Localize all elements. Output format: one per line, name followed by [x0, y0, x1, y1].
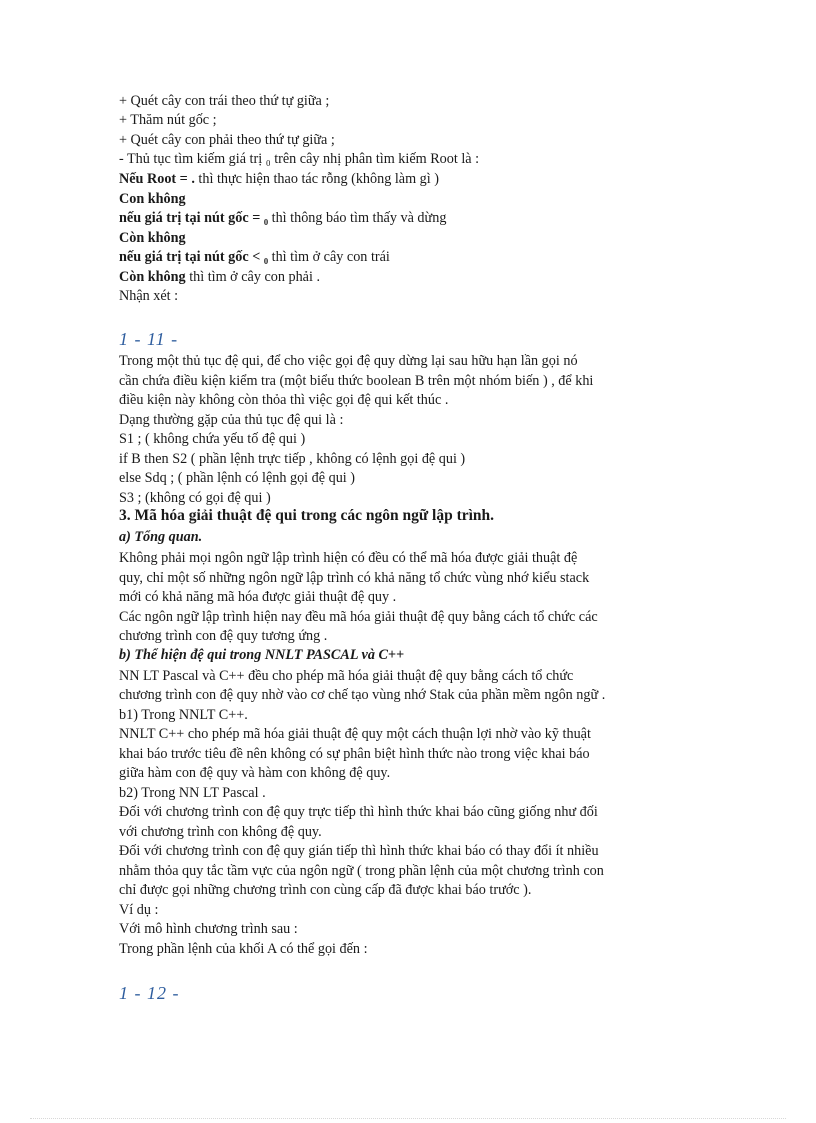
text-line: nhằm thỏa quy tắc tầm vực của ngôn ngữ ( trong phần lệnh của một chương trình con — [119, 863, 604, 879]
text-span: thì thực hiện thao tác rỗng (không làm gì ) — [194, 171, 439, 187]
page-bottom-divider — [30, 1118, 786, 1119]
text-line: - Thủ tục tìm kiếm giá trị ₀ trên cây nhị phân tìm kiếm Root là : — [119, 151, 480, 167]
page-number: 1 - 11 - — [119, 329, 179, 349]
text-line: mới có khả năng mã hóa được giải thuật đệ quy . — [119, 589, 397, 605]
text-line — [119, 170, 439, 190]
bold-text: nếu giá trị tại nút gốc = ₀ — [119, 210, 269, 226]
text-line — [119, 190, 186, 210]
text-line — [119, 268, 320, 288]
bold-text: Nếu Root = . — [119, 171, 195, 187]
text-line: NN LT Pascal và C++ đều cho phép mã hóa giải thuật đệ quy bằng cách tổ chức — [119, 668, 574, 684]
subsection-heading: a) Tổng quan. — [119, 529, 203, 545]
text-line: Nhận xét : — [119, 288, 179, 304]
text-line: Đối với chương trình con đệ quy gián tiếp thì hình thức khai báo có thay đổi ít nhiều — [119, 843, 599, 859]
text-line: Dạng thường gặp của thủ tục đệ qui là : — [119, 412, 344, 428]
text-line: if B then S2 ( phần lệnh trực tiếp , không có lệnh gọi đệ qui ) — [119, 451, 466, 467]
text-span: thì thông báo tìm thấy và dừng — [268, 210, 447, 226]
text-line: + Thăm nút gốc ; — [119, 112, 217, 128]
text-line: khai báo trước tiêu đề nên không có sự phân biệt hình thức nào trong việc khai báo — [119, 746, 590, 762]
text-line: chương trình con đệ quy tương ứng . — [119, 628, 328, 644]
text-line: S3 ; (không có gọi đệ qui ) — [119, 490, 271, 506]
text-line: Ví dụ : — [119, 902, 159, 918]
text-span: thì tìm ở cây con trái — [268, 249, 390, 265]
text-line: điều kiện này không còn thỏa thì việc gọi đệ qui kết thúc . — [119, 392, 449, 408]
text-line: chỉ được gọi những chương trình con cùng cấp đã được khai báo trước ). — [119, 882, 532, 898]
text-line: + Quét cây con phải theo thứ tự giữa ; — [119, 132, 335, 148]
bold-text: Con không — [119, 191, 186, 207]
section-heading: 3. Mã hóa giải thuật đệ qui trong các ngôn ngữ lập trình. — [119, 507, 495, 524]
text-line: với chương trình con không đệ quy. — [119, 824, 322, 840]
bold-text: nếu giá trị tại nút gốc < ₀ — [119, 249, 269, 265]
text-line — [119, 248, 390, 268]
bold-text: Còn không — [119, 269, 186, 285]
text-span: thì tìm ở cây con phải . — [185, 269, 321, 285]
text-line: Không phải mọi ngôn ngữ lập trình hiện có đều có thể mã hóa được giải thuật đệ — [119, 550, 578, 566]
text-line: Các ngôn ngữ lập trình hiện nay đều mã hóa giải thuật đệ quy bằng cách tổ chức các — [119, 609, 598, 625]
text-line: else Sdq ; ( phần lệnh có lệnh gọi đệ qui ) — [119, 470, 356, 486]
text-line: quy, chỉ một số những ngôn ngữ lập trình có khả năng tổ chức vùng nhớ kiểu stack — [119, 570, 590, 586]
text-line: cần chứa điều kiện kiểm tra (một biểu thức boolean B trên một nhóm biến ) , để khi — [119, 373, 594, 389]
text-line — [119, 229, 186, 249]
text-line: giữa hàm con đệ quy và hàm con không đệ quy. — [119, 765, 391, 781]
page-number: 1 - 12 - — [119, 983, 180, 1003]
text-line: Với mô hình chương trình sau : — [119, 921, 298, 937]
text-line: Đối với chương trình con đệ quy trực tiếp thì hình thức khai báo cũng giống như đối — [119, 804, 598, 820]
subsection-heading: b) Thể hiện đệ qui trong NNLT PASCAL và C++ — [119, 647, 405, 663]
text-line: S1 ; ( không chứa yếu tố đệ qui ) — [119, 431, 306, 447]
bold-text: Còn không — [119, 230, 186, 246]
text-line: Trong một thủ tục đệ qui, để cho việc gọi đệ quy dừng lại sau hữu hạn lần gọi nó — [119, 353, 578, 369]
text-line — [119, 209, 446, 229]
text-line: b2) Trong NN LT Pascal . — [119, 785, 266, 801]
text-line: chương trình con đệ quy nhờ vào cơ chế tạo vùng nhớ Stak của phần mềm ngôn ngữ . — [119, 687, 606, 703]
text-line: NNLT C++ cho phép mã hóa giải thuật đệ quy một cách thuận lợi nhờ vào kỹ thuật — [119, 726, 591, 742]
text-line: b1) Trong NNLT C++. — [119, 707, 248, 723]
text-line: + Quét cây con trái theo thứ tự giữa ; — [119, 93, 330, 109]
text-line: Trong phần lệnh của khối A có thể gọi đến : — [119, 941, 368, 957]
